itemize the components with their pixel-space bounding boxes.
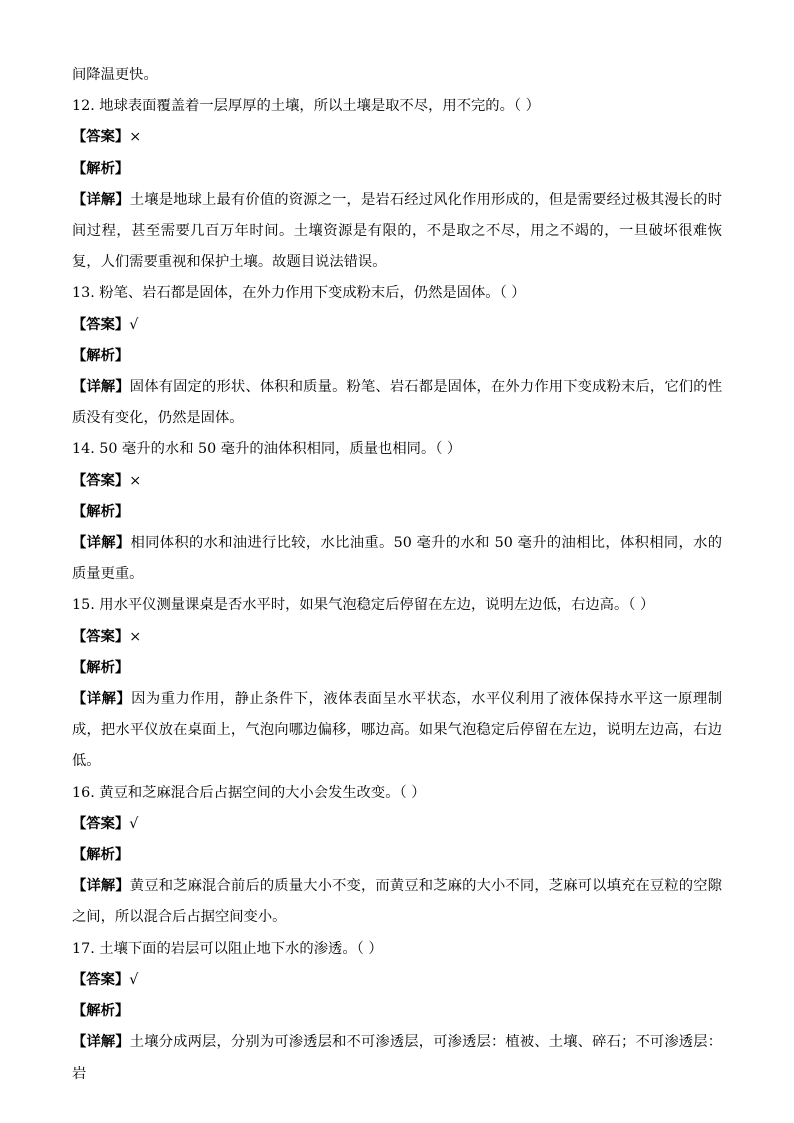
analysis-tag: 【解析】 — [72, 1003, 130, 1020]
detail-line — [72, 528, 722, 590]
answer-line — [72, 965, 722, 996]
detail-line — [72, 871, 722, 933]
detail-line — [72, 372, 722, 434]
question-block — [72, 590, 722, 777]
answer-value: √ — [129, 316, 139, 333]
detail-line — [72, 1027, 722, 1089]
analysis-line — [72, 154, 722, 185]
answer-value: √ — [129, 815, 139, 832]
detail-line — [72, 185, 722, 279]
detail-text: 黄豆和芝麻混合前后的质量大小不变，而黄豆和芝麻的大小不同，芝麻可以填充在豆粒的空隙之间，所以混合后占据空间变小。 — [72, 878, 723, 926]
answer-value: √ — [129, 971, 139, 988]
analysis-line — [72, 996, 722, 1027]
detail-tag: 【详解】 — [72, 379, 130, 396]
analysis-line — [72, 840, 722, 871]
answer-line — [72, 809, 722, 840]
analysis-tag: 【解析】 — [72, 503, 130, 520]
analysis-line — [72, 653, 722, 684]
detail-text: 相同体积的水和油进行比较，水比油重。50 毫升的水和 50 毫升的油相比，体积相同，水的质量更重。 — [72, 535, 723, 583]
answer-line — [72, 622, 722, 653]
answer-tag: 【答案】 — [72, 971, 130, 988]
answer-value: × — [129, 472, 142, 489]
analysis-tag: 【解析】 — [72, 347, 130, 364]
intro-line: 间降温更快。 — [72, 67, 158, 83]
detail-tag: 【详解】 — [72, 1034, 130, 1051]
detail-text: 土壤分成两层，分别为可渗透层和不可渗透层，可渗透层：植被、土壤、碎石；不可渗透层：岩 — [72, 1034, 723, 1082]
detail-tag: 【详解】 — [72, 191, 130, 208]
answer-tag: 【答案】 — [72, 472, 130, 489]
analysis-line — [72, 497, 722, 528]
detail-tag: 【详解】 — [72, 535, 131, 552]
detail-text: 土壤是地球上最有价值的资源之一，是岩石经过风化作用形成的，但是需要经过极其漫长的时间过程，甚至需要几百万年时间。土壤资源是有限的，不是取之不尽，用之不竭的，一旦破坏很难恢复，人们需要重视和保护土壤。故题目说法错误。 — [72, 191, 723, 271]
detail-text: 因为重力作用，静止条件下，液体表面呈水平状态，水平仪利用了液体保持水平这一原理制成，把水平仪放在桌面上，气泡向哪边偏移，哪边高。如果气泡稳定后停留在左边，说明左边高，右边低。 — [72, 691, 723, 770]
analysis-tag: 【解析】 — [72, 847, 130, 864]
question-stem: 15. 用水平仪测量课桌是否水平时，如果气泡稳定后停留在左边，说明左边低，右边高。（ ） — [72, 597, 655, 614]
question-stem: 12. 地球表面覆盖着一层厚厚的土壤，所以土壤是取不尽，用不完的。（ ） — [72, 98, 540, 115]
answer-line — [72, 310, 722, 341]
detail-line — [72, 684, 722, 778]
answer-tag: 【答案】 — [72, 316, 130, 333]
detail-text: 固体有固定的形状、体积和质量。粉笔、岩石都是固体，在外力作用下变成粉末后，它们的性质没有变化，仍然是固体。 — [72, 379, 723, 427]
analysis-line — [72, 341, 722, 372]
question-block — [72, 778, 722, 934]
question-block — [72, 91, 722, 278]
question-stem: 17. 土壤下面的岩层可以阻止地下水的渗透。（ ） — [72, 940, 383, 957]
question-block — [72, 934, 722, 1090]
answer-tag: 【答案】 — [72, 815, 130, 832]
answer-line — [72, 122, 722, 153]
question-stem: 16. 黄豆和芝麻混合后占据空间的大小会发生改变。（ ） — [72, 784, 426, 801]
answer-value: × — [129, 129, 142, 146]
detail-tag: 【详解】 — [72, 878, 130, 895]
question-block — [72, 278, 722, 434]
answer-tag: 【答案】 — [72, 129, 130, 146]
question-block — [72, 434, 722, 590]
analysis-tag: 【解析】 — [72, 659, 130, 676]
answer-line — [72, 466, 722, 497]
document-page — [72, 60, 722, 1090]
question-stem: 14. 50 毫升的水和 50 毫升的油体积相同，质量也相同。（ ） — [72, 441, 462, 458]
analysis-tag: 【解析】 — [72, 160, 130, 177]
answer-value: × — [129, 628, 142, 645]
answer-tag: 【答案】 — [72, 628, 130, 645]
detail-tag: 【详解】 — [72, 691, 132, 708]
question-stem: 13. 粉笔、岩石都是固体，在外力作用下变成粉末后，仍然是固体。（ ） — [72, 285, 526, 302]
